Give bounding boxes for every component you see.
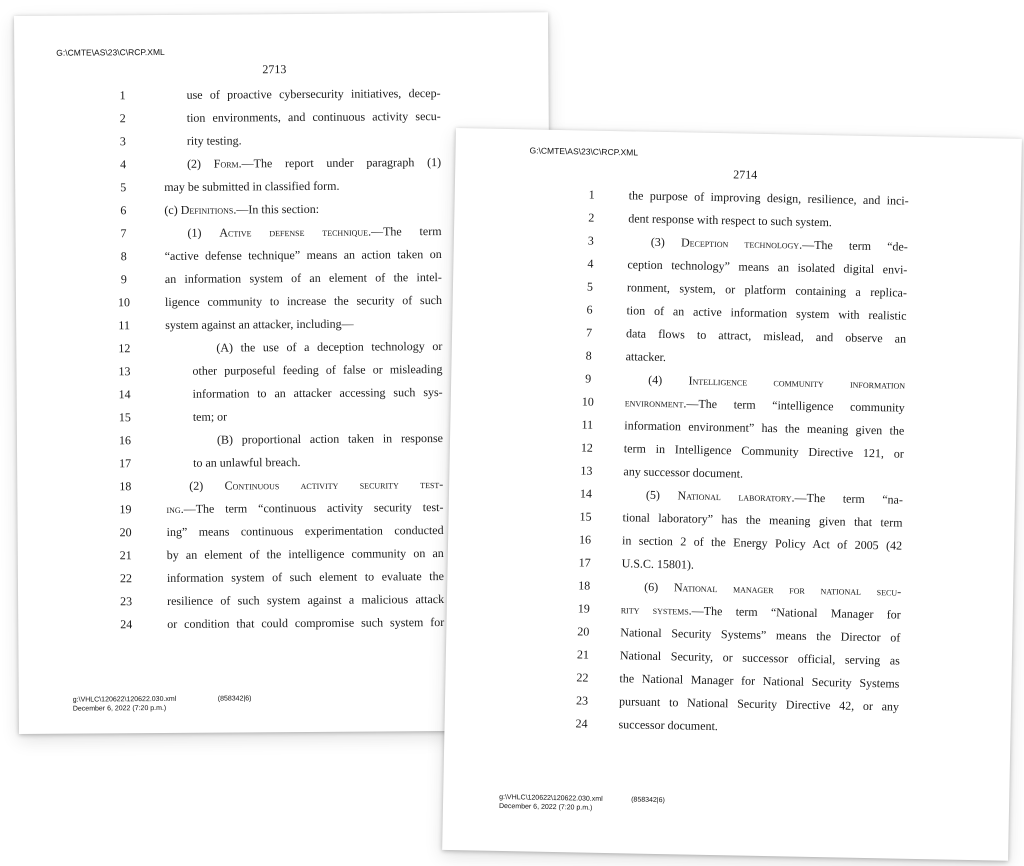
text-line: (3) Deception technology.—The term “de- <box>650 234 908 254</box>
text-line: (2) Continuous activity security test- <box>189 477 444 493</box>
text-line: tion of an active information system with realistic <box>626 303 907 323</box>
text-line: (2) Form.—The report under paragraph (1) <box>186 155 442 171</box>
text-line: the National Manager for National Security Systems <box>619 671 900 691</box>
footer-file: g:\VHLC\120622\120622.030.xml <box>499 793 603 803</box>
line-number: 20 <box>577 624 590 639</box>
line-number: 17 <box>119 456 132 471</box>
text-line: an information system of an element of the intel- <box>164 270 442 286</box>
text-line: information system of such element to evaluate the <box>166 569 444 585</box>
text-line: any successor document. <box>623 464 744 481</box>
line-number: 8 <box>120 249 127 264</box>
text-line: environment.—The term “intelligence community <box>624 395 905 415</box>
text-line: pursuant to National Security Directive 42, or any <box>618 694 900 714</box>
text-line: successor document. <box>618 717 719 734</box>
text-line: use of proactive cybersecurity initiatives, decep- <box>186 86 441 102</box>
line-number: 6 <box>120 203 127 218</box>
text-line: rity systems.—The term “National Manager for <box>620 602 901 622</box>
text-line: in section 2 of the Energy Policy Act of 2005 (42 <box>621 533 903 553</box>
line-number: 13 <box>580 463 593 478</box>
text-line: (B) proportional action taken in response <box>216 431 444 447</box>
text-line: (4) Intelligence community information <box>648 372 906 392</box>
line-number: 23 <box>120 594 133 609</box>
text-line: to an unlawful breach. <box>193 455 301 470</box>
text-line: by an element of the intelligence community on an <box>166 546 444 562</box>
line-number: 2 <box>588 210 595 225</box>
line-number: 14 <box>579 486 593 501</box>
text-line: “active defense technique” means an action taken on <box>164 247 442 263</box>
line-number: 8 <box>585 348 592 363</box>
line-number: 1 <box>119 88 126 103</box>
line-number: 5 <box>586 279 594 294</box>
line-number: 13 <box>118 364 131 379</box>
text-line: U.S.C. 15801). <box>621 556 695 572</box>
text-line: National Security, or successor official, serving as <box>619 648 900 668</box>
footer-file: g:\VHLC\120622\120622.030.xml <box>72 695 177 704</box>
line-number: 16 <box>118 433 132 448</box>
text-line: ligence community to increase the security of such <box>164 293 443 309</box>
line-number: 19 <box>119 502 132 517</box>
text-line: rity testing. <box>186 133 242 148</box>
page-2714 <box>442 128 1022 861</box>
line-number: 22 <box>119 571 132 586</box>
text-line: tion environments, and continuous activity secu- <box>186 109 441 125</box>
line-number: 9 <box>120 272 127 287</box>
text-line: attacker. <box>625 349 667 365</box>
text-line: dent response with respect to such system. <box>628 211 833 230</box>
text-line: or condition that could compromise such system for <box>167 615 445 631</box>
file-path-header: G:\CMTE\AS\23\C\RCP.XML <box>529 145 639 158</box>
line-number: 1 <box>588 187 595 202</box>
line-number: 15 <box>579 509 592 524</box>
line-number: 3 <box>119 134 126 149</box>
line-number: 18 <box>578 578 591 593</box>
text-line: resilience of such system against a malicious attack <box>167 592 445 608</box>
line-number: 2 <box>119 111 126 126</box>
line-number: 16 <box>578 532 592 547</box>
text-line: National Security Systems” means the Director of <box>620 625 901 645</box>
line-number: 6 <box>586 302 593 317</box>
page-footer <box>73 694 273 713</box>
line-number: 20 <box>119 525 132 540</box>
line-number: 12 <box>118 341 131 356</box>
line-number: 9 <box>585 371 592 386</box>
line-number: 24 <box>575 716 588 731</box>
text-line: (c) Definitions.—In this section: <box>164 201 320 217</box>
line-number: 7 <box>585 325 593 340</box>
page-number: 2714 <box>733 167 758 182</box>
line-number: 19 <box>577 601 590 616</box>
footer-date: December 6, 2022 (7:20 p.m.) <box>72 704 167 713</box>
line-number: 12 <box>580 440 594 455</box>
text-line: system against an attacker, including— <box>165 316 354 332</box>
line-number: 10 <box>117 295 131 310</box>
text-line: the purpose of improving design, resilience, and inci- <box>628 188 909 208</box>
text-line: term in Intelligence Community Directive 121, or <box>623 441 904 461</box>
line-number: 11 <box>118 318 130 333</box>
line-number: 23 <box>575 693 589 708</box>
page-number: 2713 <box>262 62 287 77</box>
text-line: other purposeful feeding of false or misleading <box>192 362 443 378</box>
text-line: information environment” has the meaning given the <box>624 418 905 438</box>
page-footer <box>499 793 699 815</box>
line-number: 3 <box>587 233 594 248</box>
text-line: tem; or <box>192 409 228 424</box>
line-number: 4 <box>119 157 127 172</box>
text-line: (5) National laboratory.—The term “na- <box>645 487 904 507</box>
text-line: (1) Active defense technique.—The term <box>187 224 442 240</box>
text-line: tional laboratory” has the meaning given that term <box>622 510 903 530</box>
footer-code: (858342|6) <box>217 695 252 703</box>
line-number: 14 <box>118 387 131 402</box>
line-number: 21 <box>576 647 590 662</box>
line-number: 15 <box>118 410 131 425</box>
text-line: ing” means continuous experimentation conducted <box>166 523 444 539</box>
text-line: (6) National manager for national secu- <box>644 579 902 599</box>
text-line: data flows to attract, mislead, and observe an <box>625 326 907 346</box>
line-number: 18 <box>119 479 132 494</box>
text-line: (A) the use of a deception technology or <box>216 339 443 355</box>
line-number: 24 <box>120 617 133 632</box>
line-number: 4 <box>587 256 594 271</box>
footer-code: (858342|6) <box>631 796 665 805</box>
text-line: information to an attacker accessing such sys- <box>192 385 443 401</box>
line-number: 5 <box>120 180 127 195</box>
line-number: 22 <box>576 670 589 685</box>
line-number: 11 <box>581 417 594 432</box>
footer-date: December 6, 2022 (7:20 p.m.) <box>498 802 593 812</box>
text-line: ception technology” means an isolated digital envi- <box>627 257 908 277</box>
text-line: ronment, system, or platform containing a replica- <box>626 280 908 300</box>
line-number: 21 <box>119 548 132 563</box>
line-number: 17 <box>578 555 591 570</box>
text-line: may be submitted in classified form. <box>164 178 340 194</box>
text-line: ing.—The term “continuous activity security test- <box>166 500 444 516</box>
file-path-header: G:\CMTE\AS\23\C\RCP.XML <box>56 46 165 58</box>
line-number: 10 <box>581 394 594 409</box>
line-number: 7 <box>120 226 127 241</box>
